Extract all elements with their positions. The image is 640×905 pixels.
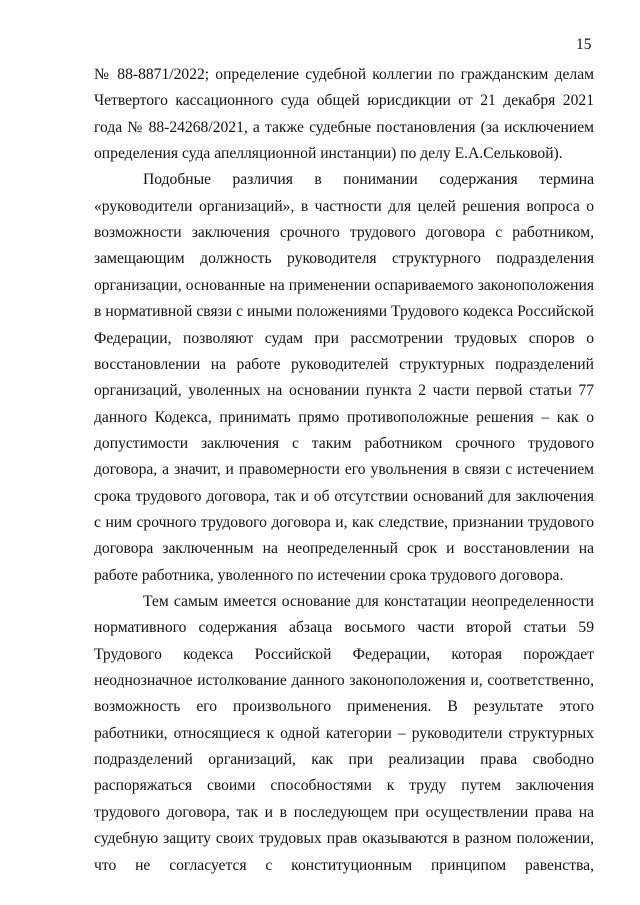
text-line: Федерации, позволяют судам при рассмотрении трудовых споров о	[94, 329, 594, 347]
text-line: неоднозначное истолкование данного законоположения и, соответственно,	[94, 672, 594, 690]
text-line: в нормативной связи с иными положениями Трудового кодекса Российской	[94, 303, 594, 321]
text-line: возможности заключения срочного трудового договора с работником,	[94, 224, 594, 242]
text-line: организации, основанные на применении оспариваемого законоположения	[94, 276, 594, 294]
text-line: года № 88-24268/2021, а также судебные постановления (за исключением	[94, 118, 594, 136]
text-line: Трудового кодекса Российской Федерации, которая порождает	[94, 645, 594, 663]
text-line: с ним срочного трудового договора и, как следствие, признании трудового	[94, 513, 594, 531]
text-line: договора заключенным на неопределенный срок и восстановлении на	[94, 540, 594, 558]
text-line: данного Кодекса, принимать прямо противоположные решения – как о	[94, 408, 594, 426]
text-line: распоряжаться своими способностями к труду путем заключения	[94, 777, 594, 795]
text-line: определения суда апелляционной инстанции) по делу Е.А.Сельковой).	[94, 145, 563, 163]
text-line: работники, относящиеся к одной категории – руководители структурных	[94, 724, 594, 742]
text-line: что не согласуется с конституционным принципом равенства,	[94, 856, 594, 874]
text-line: нормативного содержания абзаца восьмого части второй статьи 59	[94, 619, 594, 637]
text-line: судебную защиту своих трудовых прав оказываются в разном положении,	[94, 830, 594, 848]
page-number: 15	[576, 36, 592, 53]
text-line: договора, а значит, и правомерности его увольнения в связи с истечением	[94, 461, 594, 479]
text-line: замещающим должность руководителя структурного подразделения	[94, 250, 594, 268]
text-line: возможность его произвольного применения. В результате этого	[94, 698, 594, 716]
text-line: № 88-8871/2022; определение судебной коллегии по гражданским делам	[94, 66, 594, 83]
text-line: допустимости заключения с таким работником срочного трудового	[94, 434, 594, 452]
text-line: восстановлении на работе руководителей структурных подразделений	[94, 355, 594, 373]
text-line: трудового договора, так и в последующем при осуществлении права на	[94, 803, 594, 821]
text-line: организаций, уволенных на основании пункта 2 части первой статьи 77	[94, 382, 594, 400]
text-line: Тем самым имеется основание для констатации неопределенности	[143, 593, 594, 610]
text-line: Четвертого кассационного суда общей юрисдикции от 21 декабря 2021	[94, 92, 594, 110]
text-line: работе работника, уволенного по истечении срока трудового договора.	[94, 566, 564, 584]
text-line: Подобные различия в понимании содержания термина	[143, 171, 594, 189]
text-line: срока трудового договора, так и об отсутствии оснований для заключения	[94, 487, 594, 505]
text-line: «руководители организаций», в частности для целей решения вопроса о	[94, 197, 594, 215]
text-line: подразделений организаций, как при реализации права свободно	[94, 751, 594, 769]
